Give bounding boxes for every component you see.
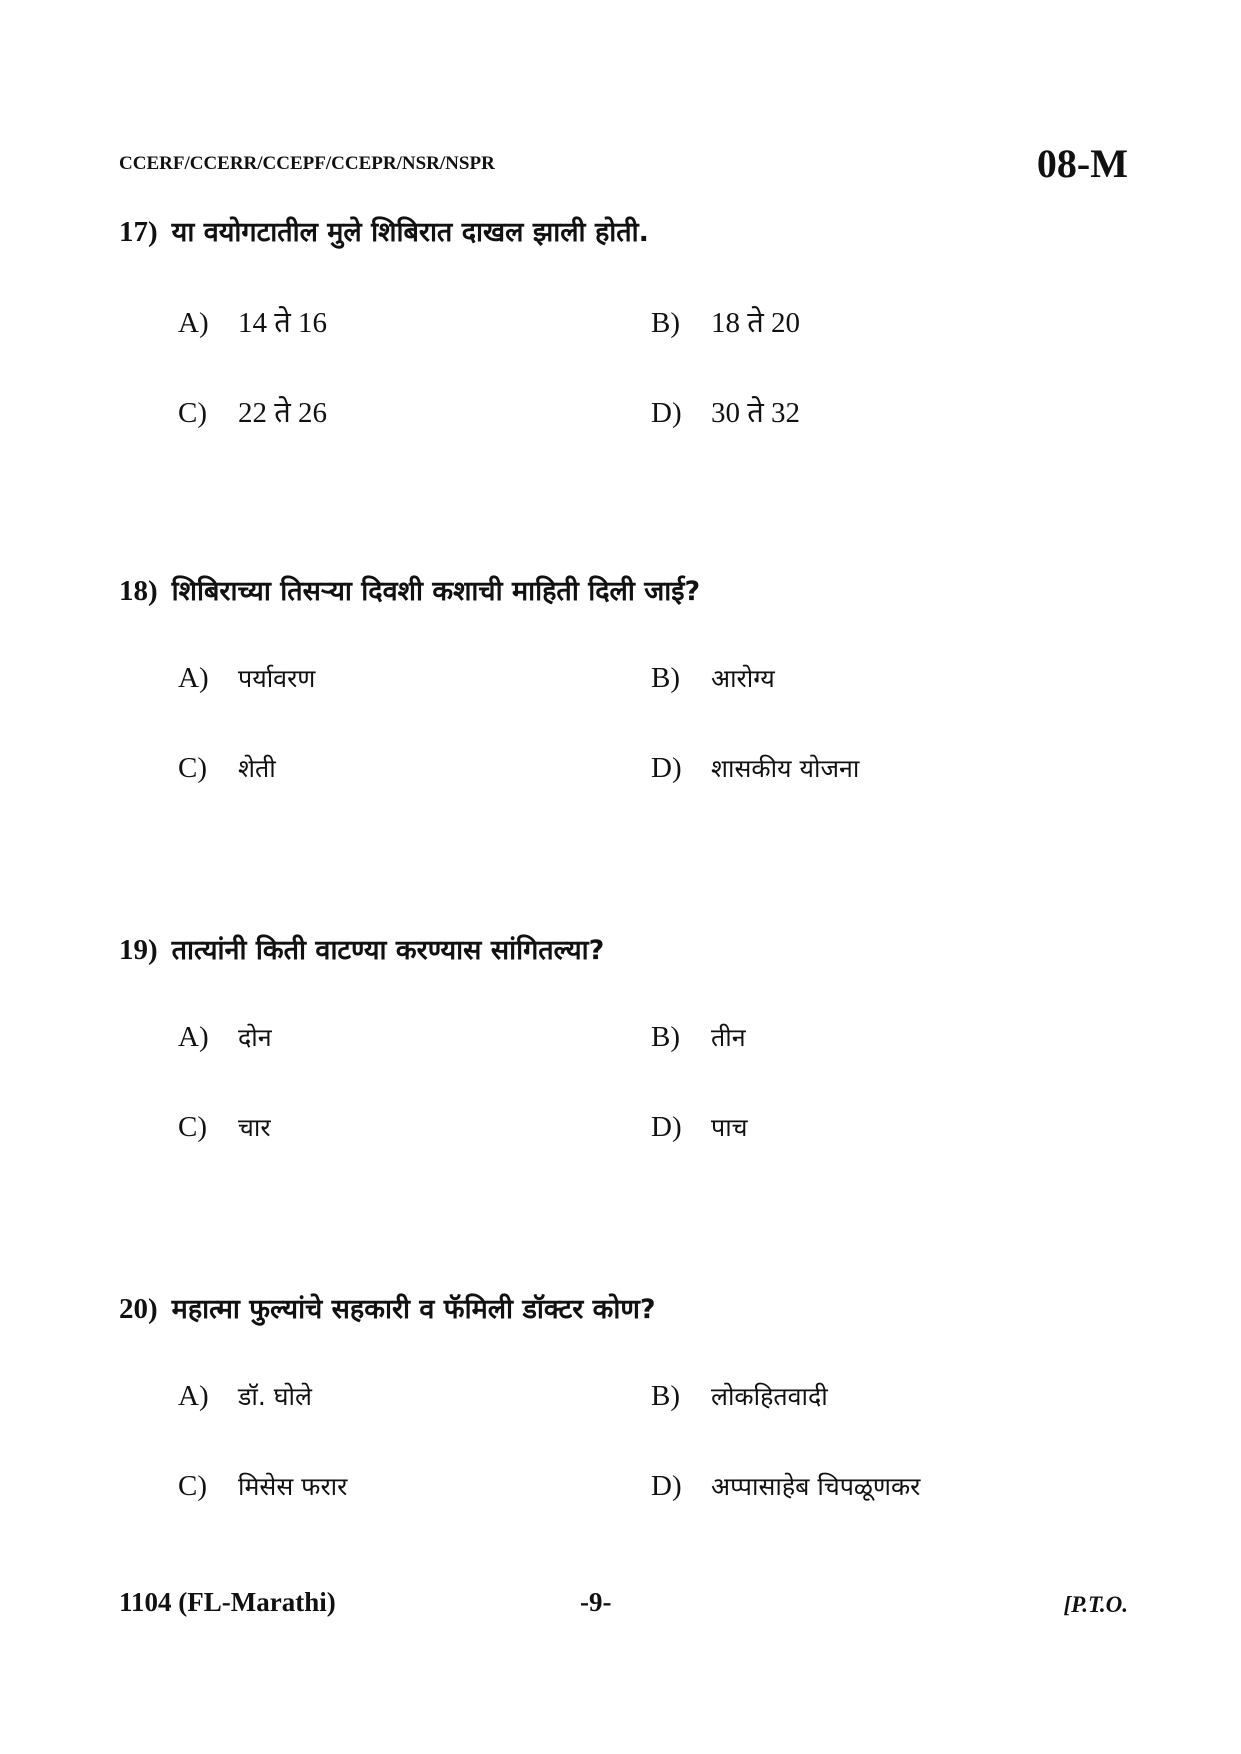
- option-letter: C): [178, 397, 207, 429]
- option-c: [178, 751, 276, 785]
- option-b: [651, 1020, 746, 1054]
- paper-code: 08-M: [1036, 141, 1128, 186]
- option-text: 30 ते 32: [711, 397, 801, 429]
- question-text: [119, 1289, 1129, 1326]
- question-text: [119, 930, 1129, 967]
- question-stem: शिबिराच्या तिसऱ्या दिवशी कशाची माहिती दिली जाई?: [171, 576, 701, 607]
- option-letter: B): [651, 1021, 680, 1053]
- option-text: तीन: [711, 1023, 746, 1052]
- option-d: [651, 751, 859, 785]
- option-text: चार: [238, 1113, 271, 1142]
- option-letter: A): [178, 662, 209, 694]
- option-text: लोकहितवादी: [711, 1382, 828, 1411]
- question-number: 19): [119, 934, 158, 966]
- option-letter: A): [178, 1380, 209, 1412]
- question-17: [119, 212, 1129, 249]
- option-d: [651, 392, 800, 431]
- question-19: [119, 930, 1129, 967]
- option-text: दोन: [238, 1023, 272, 1052]
- option-d: [651, 1110, 748, 1144]
- option-text: शेती: [238, 754, 276, 783]
- option-a: [178, 1020, 272, 1054]
- option-letter: D): [651, 752, 682, 784]
- option-c: [178, 392, 327, 431]
- option-letter: D): [651, 1470, 682, 1502]
- question-number: 18): [119, 575, 158, 607]
- option-a: [178, 661, 315, 695]
- option-a: [178, 1379, 312, 1413]
- question-20: [119, 1289, 1129, 1326]
- option-letter: C): [178, 752, 207, 784]
- option-b: [651, 661, 775, 695]
- option-text: 18 ते 20: [711, 307, 801, 339]
- question-18: [119, 571, 1129, 608]
- option-letter: B): [651, 662, 680, 694]
- page-number: -9-: [580, 1587, 612, 1617]
- option-b: [651, 1379, 828, 1413]
- option-text: शासकीय योजना: [711, 754, 860, 783]
- option-letter: D): [651, 1111, 682, 1143]
- question-text: [119, 212, 1129, 249]
- option-letter: B): [651, 1380, 680, 1412]
- option-letter: C): [178, 1111, 207, 1143]
- pto-label: [P.T.O.: [1063, 1592, 1128, 1617]
- option-d: [651, 1469, 920, 1503]
- option-letter: A): [178, 1021, 209, 1053]
- option-b: [651, 302, 800, 341]
- option-text: 14 ते 16: [238, 307, 328, 339]
- option-c: [178, 1110, 271, 1144]
- question-text: [119, 571, 1129, 608]
- option-letter: B): [651, 307, 680, 339]
- option-text: आरोग्य: [711, 664, 775, 693]
- question-stem: महात्मा फुल्यांचे सहकारी व फॅमिली डॉक्टर कोण?: [171, 1294, 656, 1325]
- option-text: पाच: [711, 1113, 748, 1142]
- paper-id: 1104 (FL-Marathi): [119, 1587, 336, 1617]
- question-number: 20): [119, 1293, 158, 1325]
- question-stem: या वयोगटातील मुले शिबिरात दाखल झाली होती.: [171, 217, 649, 248]
- question-stem: तात्यांनी किती वाटण्या करण्यास सांगितल्या?: [171, 935, 605, 966]
- option-letter: C): [178, 1470, 207, 1502]
- exam-codes: CCERF/CCERR/CCEPF/CCEPR/NSR/NSPR: [119, 153, 495, 174]
- option-c: [178, 1469, 347, 1503]
- question-number: 17): [119, 216, 158, 248]
- option-text: अप्पासाहेब चिपळूणकर: [711, 1472, 921, 1501]
- option-text: डॉ. घोले: [238, 1382, 312, 1411]
- option-a: [178, 302, 327, 341]
- option-text: 22 ते 26: [238, 397, 328, 429]
- option-letter: A): [178, 307, 209, 339]
- option-letter: D): [651, 397, 682, 429]
- option-text: पर्यावरण: [238, 664, 316, 693]
- option-text: मिसेस फरार: [238, 1472, 348, 1501]
